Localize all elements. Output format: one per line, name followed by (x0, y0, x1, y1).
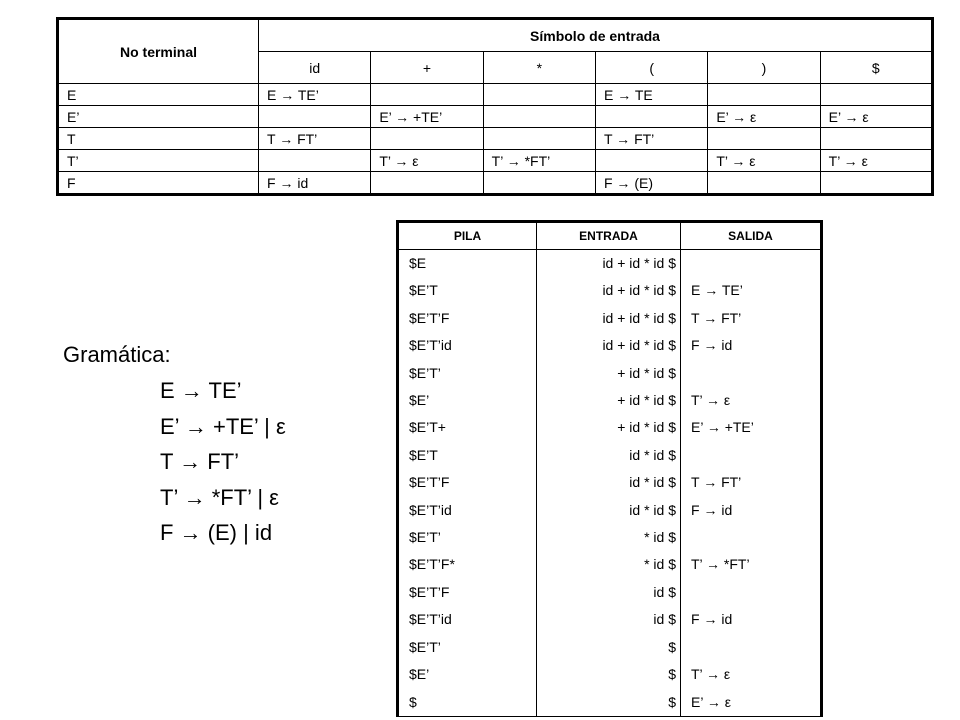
grammar-rule: E’ → +TE’ | ε (160, 413, 286, 439)
entrada-cell: + id * id $ (537, 387, 681, 414)
trace-row (398, 277, 822, 304)
salida-cell (681, 360, 822, 387)
parse-table-body (58, 84, 933, 195)
pila-cell: $E’ (398, 387, 537, 414)
pila-header: PILA (398, 222, 537, 250)
trace-table-body (398, 250, 822, 717)
entrada-cell: $ (537, 661, 681, 688)
trace-row (398, 332, 822, 359)
salida-cell: E’ → ε (681, 689, 822, 717)
production-cell: T’ → ε (371, 150, 483, 172)
entrada-cell: id + id * id $ (537, 332, 681, 359)
entrada-cell: id * id $ (537, 469, 681, 496)
production-cell (820, 84, 932, 106)
entrada-cell: + id * id $ (537, 360, 681, 387)
parse-row (58, 128, 933, 150)
production-cell (483, 128, 595, 150)
grammar-rule: F → (E) | id (160, 520, 273, 545)
pila-cell: $E’T (398, 442, 537, 469)
trace-row (398, 387, 822, 414)
input-symbol-header: Símbolo de entrada (259, 19, 933, 52)
pila-cell: $E’T’F (398, 579, 537, 606)
entrada-cell: id * id $ (537, 497, 681, 524)
production-cell: T → FT’ (595, 128, 707, 150)
trace-row (398, 579, 822, 606)
production-cell: E’ → ε (708, 106, 820, 128)
production-cell: F → (E) (595, 172, 707, 195)
parse-row (58, 172, 933, 195)
production-cell: E’ → +TE’ (371, 106, 483, 128)
production-cell (595, 150, 707, 172)
grammar-rules (63, 373, 286, 551)
salida-cell: F → id (681, 606, 822, 633)
salida-cell: F → id (681, 332, 822, 359)
trace-row (398, 551, 822, 578)
pila-cell: $E (398, 250, 537, 278)
trace-row (398, 689, 822, 717)
production-cell (820, 172, 932, 195)
entrada-cell: $ (537, 689, 681, 717)
trace-row (398, 360, 822, 387)
parse-table (56, 17, 934, 196)
input-symbol-cell: $ (820, 52, 932, 84)
entrada-cell: id + id * id $ (537, 250, 681, 278)
grammar-rule: E → TE’ (160, 378, 242, 403)
production-cell (708, 84, 820, 106)
entrada-cell: + id * id $ (537, 414, 681, 441)
trace-header-row (398, 222, 822, 250)
production-cell: E’ → ε (820, 106, 932, 128)
salida-cell (681, 524, 822, 551)
salida-cell: T → FT’ (681, 469, 822, 496)
pila-cell: $E’T’id (398, 606, 537, 633)
pila-cell: $E’T’ (398, 360, 537, 387)
salida-cell: T’ → *FT’ (681, 551, 822, 578)
grammar-block (63, 337, 286, 551)
trace-row (398, 497, 822, 524)
production-cell (371, 172, 483, 195)
production-cell: E → TE’ (259, 84, 371, 106)
entrada-cell: * id $ (537, 524, 681, 551)
parse-row (58, 106, 933, 128)
entrada-cell: id $ (537, 606, 681, 633)
production-cell (708, 172, 820, 195)
trace-row (398, 524, 822, 551)
production-cell (483, 172, 595, 195)
trace-row (398, 442, 822, 469)
salida-cell: E’ → +TE’ (681, 414, 822, 441)
salida-cell: T → FT’ (681, 305, 822, 332)
production-cell (371, 128, 483, 150)
production-cell (595, 106, 707, 128)
entrada-cell: id $ (537, 579, 681, 606)
parse-row (58, 84, 933, 106)
entrada-cell: $ (537, 634, 681, 661)
pila-cell: $E’T’ (398, 524, 537, 551)
production-cell: T → FT’ (259, 128, 371, 150)
production-cell: T’ → *FT’ (483, 150, 595, 172)
parse-row (58, 150, 933, 172)
trace-row (398, 414, 822, 441)
nonterminal-cell: E’ (58, 106, 259, 128)
nonterminal-cell: F (58, 172, 259, 195)
trace-row (398, 469, 822, 496)
grammar-title: Gramática: (63, 342, 171, 367)
salida-cell: T’ → ε (681, 387, 822, 414)
nonterminal-cell: T (58, 128, 259, 150)
trace-row (398, 661, 822, 688)
pila-cell: $E’T’F (398, 469, 537, 496)
input-symbol-cell: id (259, 52, 371, 84)
salida-cell: E → TE’ (681, 277, 822, 304)
pila-cell: $E’T’F* (398, 551, 537, 578)
salida-cell (681, 250, 822, 278)
salida-cell: F → id (681, 497, 822, 524)
production-cell: E → TE (595, 84, 707, 106)
pila-cell: $E’ (398, 661, 537, 688)
production-cell: F → id (259, 172, 371, 195)
salida-cell (681, 442, 822, 469)
trace-row (398, 250, 822, 278)
pila-cell: $E’T+ (398, 414, 537, 441)
input-symbol-cell: ) (708, 52, 820, 84)
entrada-cell: id * id $ (537, 442, 681, 469)
entrada-header: ENTRADA (537, 222, 681, 250)
trace-table (396, 220, 823, 717)
pila-cell: $E’T’ (398, 634, 537, 661)
salida-cell: T’ → ε (681, 661, 822, 688)
salida-cell (681, 634, 822, 661)
grammar-rule: T → FT’ (160, 449, 240, 474)
production-cell (483, 106, 595, 128)
grammar-rule: T’ → *FT’ | ε (160, 484, 279, 510)
production-cell: T’ → ε (708, 150, 820, 172)
production-cell (820, 128, 932, 150)
entrada-cell: id + id * id $ (537, 305, 681, 332)
pila-cell: $E’T’F (398, 305, 537, 332)
production-cell: T’ → ε (820, 150, 932, 172)
nonterminal-cell: E (58, 84, 259, 106)
input-symbol-cell: ( (595, 52, 707, 84)
pila-cell: $E’T (398, 277, 537, 304)
entrada-cell: id + id * id $ (537, 277, 681, 304)
production-cell (708, 128, 820, 150)
input-symbol-cell: + (371, 52, 483, 84)
production-cell (259, 106, 371, 128)
production-cell (483, 84, 595, 106)
input-symbol-cell: * (483, 52, 595, 84)
pila-cell: $ (398, 689, 537, 717)
salida-cell (681, 579, 822, 606)
nonterminal-header: No terminal (58, 19, 259, 84)
pila-cell: $E’T’id (398, 332, 537, 359)
salida-header: SALIDA (681, 222, 822, 250)
trace-row (398, 634, 822, 661)
trace-row (398, 305, 822, 332)
trace-row (398, 606, 822, 633)
production-cell (371, 84, 483, 106)
nonterminal-cell: T’ (58, 150, 259, 172)
production-cell (259, 150, 371, 172)
entrada-cell: * id $ (537, 551, 681, 578)
pila-cell: $E’T’id (398, 497, 537, 524)
